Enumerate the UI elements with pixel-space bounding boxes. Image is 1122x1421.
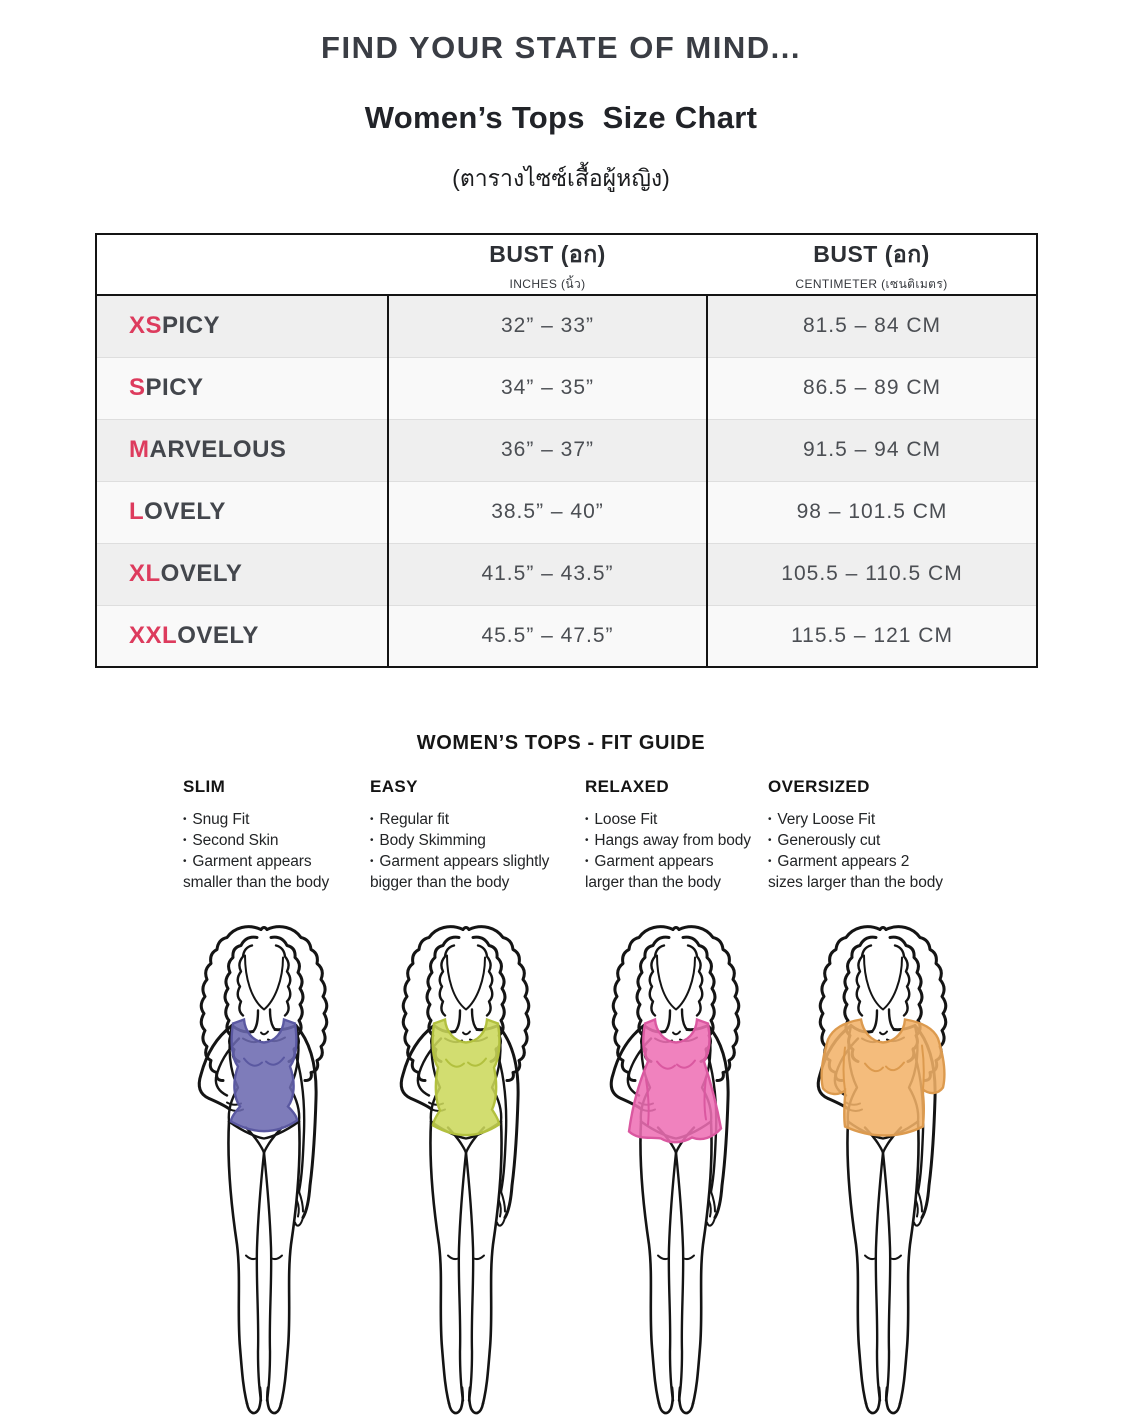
garment-shape	[822, 1020, 945, 1136]
fit-figure-oversized	[783, 919, 983, 1421]
size-name	[96, 481, 388, 543]
bust-inches-value: 36” – 37”	[388, 419, 707, 481]
fit-point: • Garment appears 2	[768, 851, 968, 872]
fit-column-oversized	[768, 777, 968, 893]
fit-guide-columns	[183, 777, 1122, 893]
size-name-rest: OVELY	[160, 560, 243, 587]
fit-point: • Generously cut	[768, 830, 968, 851]
fit-point: • Second Skin	[183, 830, 370, 851]
fit-column-points	[768, 809, 968, 893]
size-table-row	[96, 481, 1037, 543]
fit-point: sizes larger than the body	[768, 874, 943, 891]
size-name	[96, 543, 388, 605]
bust-cm-subtitle: CENTIMETER (เซนติเมตร)	[795, 277, 948, 291]
fit-guide-title: WOMEN’S TOPS - FIT GUIDE	[416, 732, 706, 754]
fit-column-easy	[370, 777, 585, 893]
size-chart-table	[95, 233, 1038, 668]
size-name	[96, 605, 388, 667]
fit-column-name: SLIM	[183, 777, 226, 796]
garment-shape	[231, 1020, 297, 1132]
size-name-rest: OVELY	[177, 621, 259, 649]
fit-point: • Loose Fit	[585, 809, 768, 830]
size-table-row	[96, 605, 1037, 667]
fit-column-name: OVERSIZED	[768, 777, 870, 796]
bust-inches-column-header	[388, 234, 707, 295]
size-name-rest: PICY	[162, 312, 221, 340]
bust-inches-value: 38.5” – 40”	[388, 481, 707, 543]
fit-point: smaller than the body	[183, 874, 330, 891]
fit-column-points	[183, 809, 370, 893]
bust-inches-subtitle: INCHES (นิ้ว)	[509, 277, 586, 291]
size-column-header-empty	[96, 234, 388, 295]
page-title: FIND YOUR STATE OF MIND...	[321, 30, 801, 65]
bust-cm-value: 98 – 101.5 CM	[707, 481, 1037, 543]
size-name	[96, 357, 388, 419]
fit-point: • Garment appears	[585, 851, 768, 872]
woman-figure-illustration	[783, 919, 983, 1421]
fit-figure-easy	[366, 919, 566, 1421]
fit-column-points	[370, 809, 585, 893]
fit-figure-relaxed	[576, 919, 776, 1421]
fit-guide-figures	[0, 919, 1122, 1421]
size-table-row	[96, 295, 1037, 357]
fit-column-slim	[183, 777, 370, 893]
page-subtitle: Women’s Tops Size Chart	[364, 100, 758, 135]
woman-figure-illustration	[164, 919, 364, 1421]
fit-point: • Body Skimming	[370, 830, 585, 851]
fit-column-name: EASY	[370, 777, 418, 796]
fit-point: larger than the body	[585, 874, 721, 891]
size-name-rest: ARVELOUS	[149, 436, 287, 463]
size-name-rest: OVELY	[144, 498, 226, 525]
fit-point: • Regular fit	[370, 809, 585, 830]
fit-point: • Garment appears slightly	[370, 851, 585, 872]
fit-point: • Snug Fit	[183, 809, 370, 830]
woman-figure-illustration	[366, 919, 566, 1421]
fit-column-points	[585, 809, 768, 893]
fit-point: • Hangs away from body	[585, 830, 768, 851]
size-name-rest: PICY	[145, 374, 204, 401]
page-subtitle-thai: (ตารางไซซ์เสื้อผู้หญิง)	[452, 165, 670, 191]
bust-inches-value: 45.5” – 47.5”	[388, 605, 707, 667]
bust-cm-value: 86.5 – 89 CM	[707, 357, 1037, 419]
bust-cm-value: 115.5 – 121 CM	[707, 605, 1037, 667]
bust-cm-value: 81.5 – 84 CM	[707, 295, 1037, 357]
garment-shape	[433, 1020, 500, 1136]
bust-inches-value: 32” – 33”	[388, 295, 707, 357]
size-letter-highlight: XXL	[129, 621, 178, 649]
fit-figure-slim	[164, 919, 364, 1421]
garment-shape	[629, 1020, 721, 1143]
woman-figure-illustration	[576, 919, 776, 1421]
bust-inches-title: BUST (อก)	[489, 241, 606, 267]
size-letter-highlight: XL	[129, 560, 161, 587]
fit-point: • Garment appears	[183, 851, 370, 872]
size-letter-highlight: L	[129, 498, 145, 525]
size-table-row	[96, 357, 1037, 419]
size-name	[96, 419, 388, 481]
size-letter-highlight: XS	[129, 312, 163, 340]
fit-column-name: RELAXED	[585, 777, 670, 796]
size-letter-highlight: S	[129, 374, 146, 401]
size-table-row	[96, 419, 1037, 481]
fit-point: bigger than the body	[370, 874, 510, 891]
size-letter-highlight: M	[129, 436, 150, 463]
size-table-row	[96, 543, 1037, 605]
bust-cm-column-header	[707, 234, 1037, 295]
bust-cm-value: 105.5 – 110.5 CM	[707, 543, 1037, 605]
bust-cm-title: BUST (อก)	[813, 241, 930, 267]
size-table-header-row	[96, 234, 1037, 295]
bust-cm-value: 91.5 – 94 CM	[707, 419, 1037, 481]
fit-point: • Very Loose Fit	[768, 809, 968, 830]
bust-inches-value: 34” – 35”	[388, 357, 707, 419]
bust-inches-value: 41.5” – 43.5”	[388, 543, 707, 605]
size-name	[96, 295, 388, 357]
fit-column-relaxed	[585, 777, 768, 893]
